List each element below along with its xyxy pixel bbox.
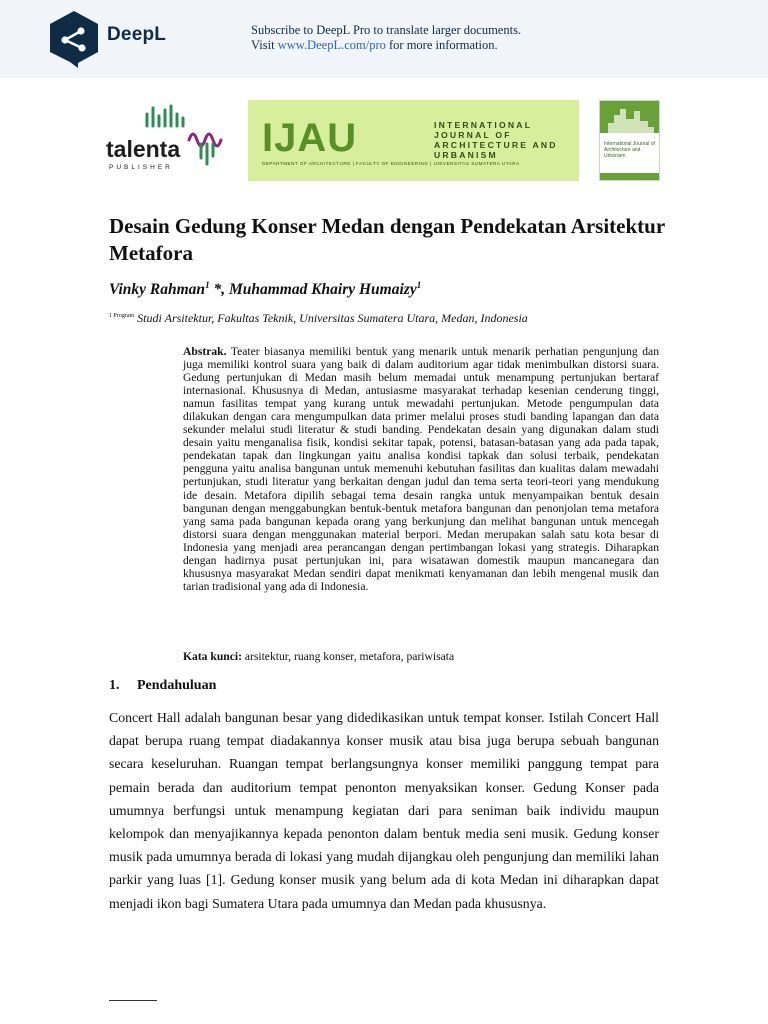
deepl-pro-link[interactable]: www.DeepL.com/pro	[277, 38, 386, 52]
section-number: 1.	[109, 678, 120, 693]
talenta-publisher-logo	[105, 100, 237, 176]
author-1: Vinky Rahman	[109, 281, 206, 299]
body-paragraph: Concert Hall adalah bangunan besar yang didedikasikan untuk tempat konser. Istilah Concert Hall dapat berupa ruang tempat diadakannya konser musik atau bisa juga berupa sebuah bangunan secara keseluruhan. Ruangan tempat berlangsungnya konser memiliki panggung tempat para pemain berada dan auditorium tempat penonton menyaksikan konser. Gedung Konser pada umumnya berfungsi untuk menampung kegiatan dari para seniman baik individu maupun kelompok dan menyajikannya kepada penonton dalam bentuk media seni musik. Gedung konser musik pada umumnya berada di lokasi yang mudah dijangkau oleh pengunjung dan memiliki lahan parkir yang luas [1]. Gedung konser musik yang belum ada di kota Medan ini diharapkan dapat menjadi ikon bagi Sumatera Utara pada umumnya dan Medan pada khususnya.	[109, 710, 659, 911]
ijau-journal-banner	[248, 100, 579, 181]
deepl-logo-icon[interactable]	[48, 10, 100, 68]
author-2-affiliation-mark: 1	[416, 280, 422, 290]
abstract-label: Abstrak.	[183, 345, 227, 358]
talenta-word: talenta	[106, 136, 181, 162]
banner-line-2-suffix: for more information.	[385, 38, 498, 52]
author-affiliation	[109, 311, 528, 326]
banner-line-2-prefix: Visit	[251, 38, 278, 52]
paper-authors	[109, 280, 421, 299]
keywords-text: arsitektur, ruang konser, metafora, pariwisata	[241, 650, 455, 663]
banner-message	[251, 23, 521, 53]
deepl-wordmark[interactable]: DeepL	[107, 24, 167, 45]
affiliation-text: Studi Arsitektur, Fakultas Teknik, Universitas Sumatera Utara, Medan, Indonesia	[134, 311, 528, 325]
affiliation-mark: 1 Program	[109, 313, 135, 319]
section-heading	[109, 678, 216, 694]
banner-line-2	[251, 38, 521, 53]
author-1-affiliation-mark: 1	[205, 280, 210, 290]
abstract	[183, 345, 659, 593]
paper-title: Desain Gedung Konser Medan dengan Pendekatan Arsitektur Metafora	[109, 214, 665, 265]
author-2: Muhammad Khairy Humaizy	[228, 281, 417, 299]
banner-line-1: Subscribe to DeepL Pro to translate larger documents.	[251, 23, 522, 37]
cover-title: International Journal of Architecture and Urbanism	[604, 141, 655, 159]
keywords	[183, 650, 659, 663]
cover-footer-band	[600, 173, 660, 181]
keywords-label: Kata kunci:	[183, 650, 242, 663]
ijau-logo-text: IJAU	[262, 116, 358, 160]
ijau-journal-subtitle: DEPARTMENT OF ARCHITECTURE | FACULTY OF ENGINEERING | UNIVERSITAS SUMATERA UTARA	[262, 161, 520, 166]
footnote-divider	[109, 1000, 157, 1001]
deepl-banner	[0, 0, 768, 78]
journal-cover-thumbnail	[599, 100, 660, 181]
ijau-journal-title: INTERNATIONAL JOURNAL OF ARCHITECTURE AND URBANISM	[434, 120, 558, 160]
talenta-sub: PUBLISHER	[109, 164, 173, 171]
author-separator: *,	[209, 281, 229, 299]
section-title: Pendahuluan	[137, 678, 217, 693]
abstract-text: Teater biasanya memiliki bentuk yang menarik untuk menarik perhatian pengunjung dan juga memiliki kontrol suara yang baik di dalam auditorium agar tidak menimbulkan distorsi suara. Gedung pertunjukan di Medan masih belum memadai untuk menampung pertunjukan bertaraf internasional. Khususnya di Medan, antusiasme masyarakat terhadap kesenian cenderung tinggi, namun fasilitas tempat yang kurang untuk mewadahi pertunjukan. Metode pengumpulan data dilakukan dengan cara mengumpulkan data primer melalui proses studi banding lapangan dan data sekunder melalui studi literatur & studi banding. Pendekatan desain yang digunakan dalam studi desain yaitu menganalisa fisik, kondisi sekitar tapak, potensi, batasan-batasan yang ada pada tapak, pendekatan tapak dan lingkungan yaitu analisa kondisi tapkak dan solusi terbaik, pendekatan pengguna yaitu analisa bangunan untuk memenuhi kebutuhan fasilitas dan kualitas dalam mewadahi pertunjukan, studi literatur yang berkaitan dengan judul dan tema serta teori-teori yang mendukung ide desain. Metafora dipilih sebagai tema desain rangka untuk menyampaikan bentuk desain bangunan dengan menggabungkan bentuk-bentuk metafora bangunan dan penonjolan tema metafora yang sama pada bangunan kepada orang yang berkunjung dan melihat bangunan untuk mencegah distorsi suara dengan menggunakan material berpori. Medan merupakan salah satu kota besar di Indonesia yang menjadi area perancangan dengan pertimbangan lokasi yang strategis. Diharapkan dengan hadirnya pusat pertunjukan ini, para wisatawan domestik maupun mancanegara dan khususnya masyarakat Medan sendiri dapat menikmati kenyamanan dan lebih mengenal musik dan tarian tradisional yang ada di Indonesia.	[183, 345, 659, 593]
cover-building-icon	[600, 101, 660, 133]
